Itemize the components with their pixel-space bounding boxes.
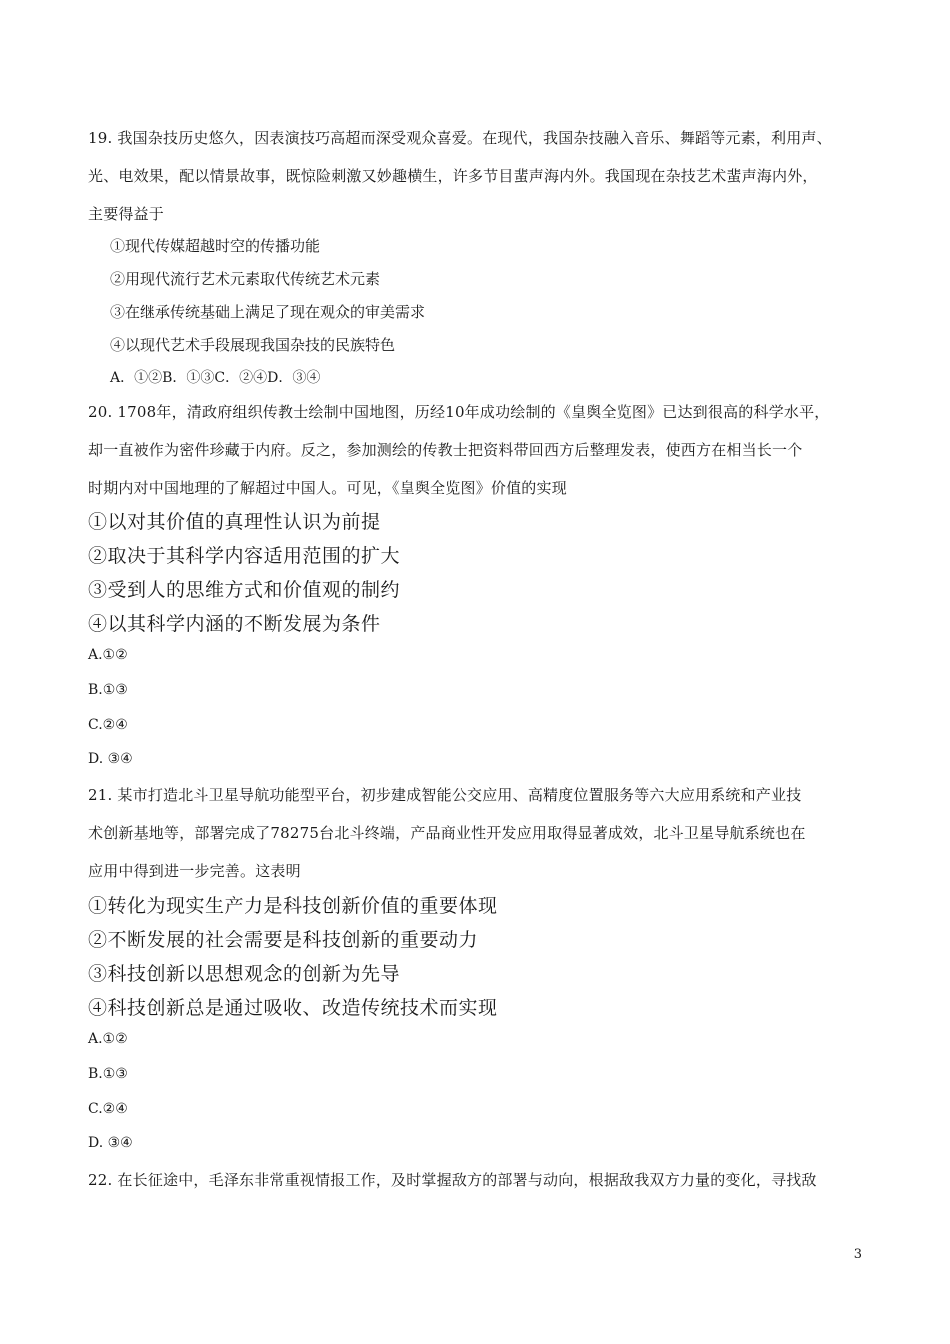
q21-choice-a: A.①② [88, 1031, 128, 1047]
q20-stem-line3: 时期内对中国地理的了解超过中国人。可见，《皇舆全览图》价值的实现 [88, 479, 567, 497]
q21-option-3: ③科技创新以思想观念的创新为先导 [88, 963, 401, 985]
q21-choice-b: B.①③ [88, 1066, 128, 1082]
q19-option-2: ②用现代流行艺术元素取代传统艺术元素 [110, 270, 381, 288]
q21-option-1: ①转化为现实生产力是科技创新价值的重要体现 [88, 895, 498, 917]
q21-stem-line3: 应用中得到进一步完善。这表明 [88, 862, 301, 880]
q21-option-4: ④科技创新总是通过吸收、改造传统技术而实现 [88, 997, 498, 1019]
q21-option-2: ②不断发展的社会需要是科技创新的重要动力 [88, 929, 479, 951]
q21-choice-d: D. ③④ [88, 1135, 133, 1151]
q20-stem-line2: 却一直被作为密件珍藏于内府。反之，参加测绘的传教士把资料带回西方后整理发表，使西方在相当长一个 [88, 441, 803, 459]
q22-stem-line1: 22. 在长征途中，毛泽东非常重视情报工作，及时掌握敌方的部署与动向，根据敌我双方力量的变化，寻找敌 [88, 1171, 817, 1189]
q20-choice-a: A.①② [88, 647, 128, 663]
q19-stem-line3: 主要得益于 [88, 205, 165, 223]
q20-option-1: ①以对其价值的真理性认识为前提 [88, 511, 381, 533]
q20-option-4: ④以其科学内涵的不断发展为条件 [88, 613, 381, 635]
q20-stem-line1: 20. 1708年，清政府组织传教士绘制中国地图，历经10年成功绘制的《皇舆全览图》已达到很高的科学水平， [88, 403, 830, 421]
q20-choice-b: B.①③ [88, 682, 128, 698]
page-number: 3 [853, 1247, 862, 1262]
q21-stem-line1: 21. 某市打造北斗卫星导航功能型平台，初步建成智能公交应用、高精度位置服务等六大应用系统和产业技 [88, 786, 802, 804]
q20-option-3: ③受到人的思维方式和价值观的制约 [88, 579, 401, 601]
q20-choice-d: D. ③④ [88, 751, 133, 767]
q19-option-4: ④以现代艺术手段展现我国杂技的民族特色 [110, 336, 396, 354]
q21-choice-c: C.②④ [88, 1101, 128, 1117]
q19-stem-line2: 光、电效果，配以情景故事，既惊险刺激又妙趣横生，许多节目蜚声海内外。我国现在杂技艺术蜚声海内外， [88, 167, 818, 185]
q20-choice-c: C.②④ [88, 717, 128, 733]
q21-stem-line2: 术创新基地等，部署完成了78275台北斗终端，产品商业性开发应用取得显著成效，北斗卫星导航系统也在 [88, 824, 806, 842]
q19-option-3: ③在继承传统基础上满足了现在观众的审美需求 [110, 303, 426, 321]
q20-option-2: ②取决于其科学内容适用范围的扩大 [88, 545, 401, 567]
q19-choices: A．①②B．①③C．②④D．③④ [110, 370, 321, 386]
q19-stem-line1: 19. 我国杂技历史悠久，因表演技巧高超而深受观众喜爱。在现代，我国杂技融入音乐、舞蹈等元素，利用声、 [88, 129, 832, 147]
q19-option-1: ①现代传媒超越时空的传播功能 [110, 237, 321, 255]
